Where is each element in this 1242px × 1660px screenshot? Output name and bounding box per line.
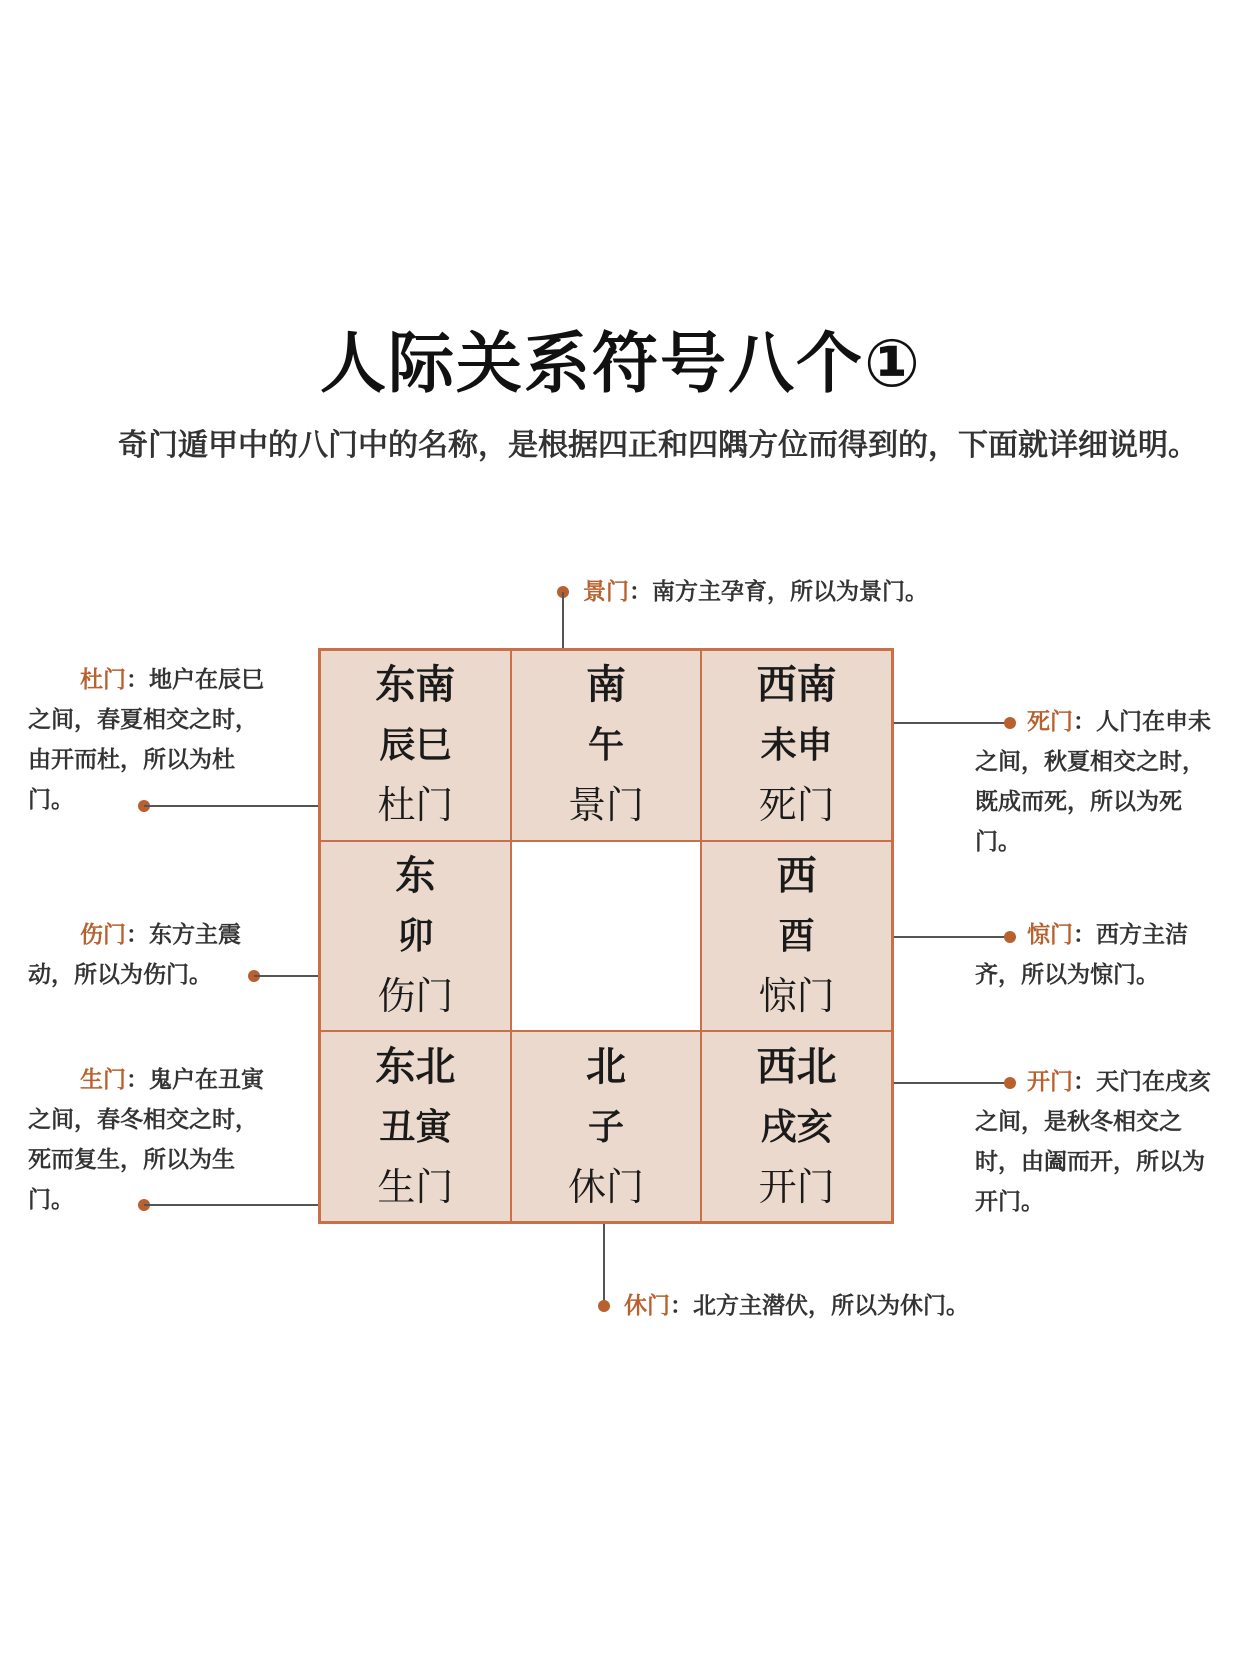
annotation-shang-name: 伤门: [80, 921, 126, 948]
cell-gate: 生门: [377, 1164, 454, 1209]
annotation-du-name: 杜门: [80, 666, 126, 693]
annotation-du-text: ：地户在辰巳之间，春夏相交之时，由开而杜，所以为杜门。: [28, 666, 264, 813]
cell-branch: 戌亥: [760, 1105, 833, 1148]
cell-direction: 东北: [375, 1043, 456, 1090]
annotation-xiu-name: 休门: [624, 1292, 670, 1319]
annotation-shang-text: ：东方主震动，所以为伤门。: [28, 921, 241, 988]
annotation-si-text: ：人门在申未之间，秋夏相交之时，既成而死，所以为死门。: [975, 708, 1211, 855]
intro-paragraph: 奇门遁甲中的八门中的名称，是根据四正和四隅方位而得到的，下面就详细说明。: [118, 428, 1198, 463]
cell-direction: 西南: [756, 662, 837, 709]
annotation-sheng: [28, 1060, 268, 1220]
sheng-connector: [144, 1204, 318, 1206]
cell-branch: 辰巳: [379, 724, 452, 767]
cell-gate: 休门: [567, 1164, 644, 1209]
cell-southeast: [320, 650, 511, 841]
annotation-si: [975, 702, 1215, 862]
annotation-kai-name: 开门: [1027, 1068, 1073, 1095]
cell-northwest: [701, 1031, 892, 1222]
cell-gate: 景门: [567, 783, 644, 828]
annotation-jing-right: [975, 915, 1215, 995]
cell-branch: 未申: [760, 724, 833, 767]
cell-branch: 午: [587, 724, 624, 767]
annotation-shang: [28, 915, 268, 995]
bagua-grid: [318, 648, 894, 1224]
cell-west: [701, 841, 892, 1032]
cell-direction: 东南: [375, 662, 456, 709]
annotation-jing-top: [583, 572, 1103, 612]
cell-north: [511, 1031, 702, 1222]
du-connector: [144, 805, 318, 807]
cell-direction: 西北: [756, 1043, 837, 1090]
cell-direction: 南: [585, 662, 626, 709]
cell-gate: 开门: [758, 1164, 835, 1209]
shang-connector: [254, 975, 318, 977]
annotation-xiu-text: ：北方主潜伏，所以为休门。: [670, 1292, 969, 1319]
cell-branch: 酉: [778, 914, 815, 957]
cell-direction: 东: [395, 852, 436, 899]
annotation-si-name: 死门: [1027, 708, 1073, 735]
cell-branch: 子: [587, 1105, 624, 1148]
cell-gate: 惊门: [758, 973, 835, 1018]
cell-branch: 卯: [397, 914, 434, 957]
annotation-kai-text: ：天门在戌亥之间，是秋冬相交之时，由阖而开，所以为开门。: [975, 1068, 1211, 1215]
annotation-xiu: [624, 1286, 1144, 1326]
xiu-connector: [603, 1224, 605, 1302]
xiu-dot: [598, 1300, 610, 1312]
cell-east: [320, 841, 511, 1032]
cell-southwest: [701, 650, 892, 841]
annotation-kai: [975, 1062, 1215, 1222]
annotation-jing-top-name: 景门: [583, 578, 629, 605]
annotation-du: [28, 660, 268, 820]
annotation-sheng-text: ：鬼户在丑寅之间，春冬相交之时，死而复生，所以为生门。: [28, 1066, 264, 1213]
cell-gate: 死门: [758, 783, 835, 828]
cell-northeast: [320, 1031, 511, 1222]
cell-direction: 北: [585, 1043, 626, 1090]
annotation-sheng-name: 生门: [80, 1066, 126, 1093]
page-title: 人际关系符号八个①: [320, 325, 922, 402]
cell-direction: 西: [776, 852, 817, 899]
annotation-jing-right-text: ：西方主洁齐，所以为惊门。: [975, 921, 1188, 988]
annotation-jing-top-text: ：南方主孕育，所以为景门。: [629, 578, 928, 605]
cell-center: [511, 841, 702, 1032]
cell-south: [511, 650, 702, 841]
cell-gate: 杜门: [377, 783, 454, 828]
cell-branch: 丑寅: [379, 1105, 452, 1148]
cell-gate: 伤门: [377, 973, 454, 1018]
jing-top-connector: [562, 592, 564, 648]
annotation-jing-right-name: 惊门: [1027, 921, 1073, 948]
